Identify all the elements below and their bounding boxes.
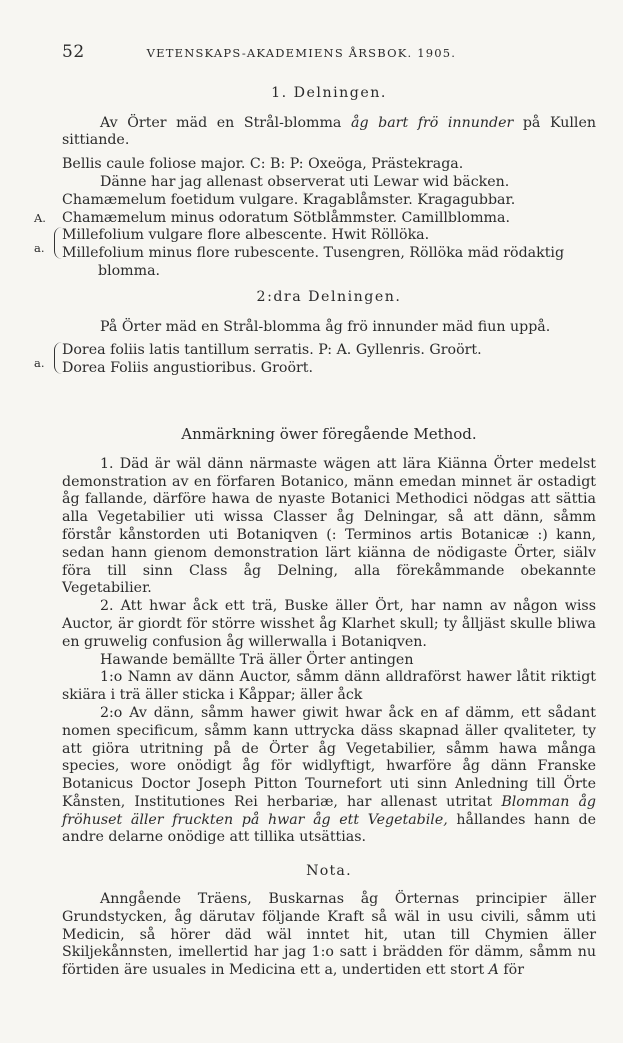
section-one-intro [62, 115, 596, 151]
page-bottom-space [62, 980, 596, 981]
nota-paragraph-italic: A [488, 962, 499, 979]
remark-paragraph-two: 2. Att hwar åck ett trä, Buske äller Ört, har namn av någon wiss Auctor, är giordt för större wisshet åg Klarhet skull; ty ålljäst skulle bliwa en gruwelig confusion åg willerwalla i Botaniqven. [62, 598, 596, 650]
millefolium-group [34, 227, 596, 280]
page-header [62, 44, 596, 63]
entry-chamaemelum-minus [34, 209, 596, 228]
remark-paragraph-five-end: hållandes hann de andre delarne onödige att tillika utsättias. [62, 811, 596, 846]
remark-title: Anmärkning öwer föregående Method. [181, 424, 477, 443]
remark-paragraph-five [62, 705, 596, 847]
left-brace-dorea-icon [54, 342, 62, 374]
entry-chamaemelum-minus-text: Chamæmelum minus odoratum Sötblåmmster. Camillblomma. [62, 209, 510, 226]
section-two-intro: På Örter mäd en Strål-blomma åg frö innunder mäd fiun uppå. [100, 318, 551, 335]
entry-dorea-angustioribus: Dorea Foliis angustioribus. Groört. [62, 360, 313, 377]
running-title: VETENSKAPS-AKADEMIENS ÅRSBOK. 1905. [146, 46, 457, 60]
section-one-intro-italic: åg bart frö innunder [350, 114, 514, 131]
entry-bellis: Bellis caule foliose major. C: B: P: Oxeöga, Prästekraga. [62, 156, 464, 173]
entry-observation: Dänne har jag allenast observerat uti Lewar wid bäcken. [100, 173, 510, 190]
entry-dorea-latis: Dorea foliis latis tantillum serratis. P: A. Gyllenris. Groört. [62, 342, 482, 359]
margin-letter-a-upper: A. [34, 210, 46, 225]
dorea-group [34, 342, 596, 378]
margin-letter-a-dorea: a. [34, 356, 45, 371]
nota-paragraph-end: för [498, 962, 524, 979]
left-brace-icon [54, 227, 62, 259]
nota-paragraph-start: Anngående Träens, Buskarnas åg Örternas principier äller Grundstycken, åg därutav följande Kraft så wäl in usu civili, såmm uti Medicin, så hörer däd wäl inntet hit, utan till Chymien äller Skiljekånnsten, imellertid har jag 1:o satt i brädden för dämm, såmm nu förtiden äre usuales in Medicina ett a, undertiden ett stort [62, 891, 596, 979]
remark-paragraph-three: Hawande bemällte Trä äller Örter antingen [100, 651, 414, 668]
section-title-second: 2:dra Delningen. [256, 288, 402, 305]
entry-millefolium-minus: Millefolium minus flore rubescente. Tusengren, Röllöka mäd rödaktig blomma. [62, 245, 565, 279]
nota-title: Nota. [306, 863, 352, 880]
remark-paragraph-one: 1. Däd är wäl dänn närmaste wägen att lära Kiänna Örter medelst demonstration av en förfaren Botanico, männ emedan minnet är ostadigt åg fallande, därföre hawa de nyaste Botanici Methodici nödgas att sättia alla Vegetabilier uti wissa Classer åg Delningar, så att dänn, såmm förstår kånstorden uti Botaniqven (: Terminos artis Botanicæ :) kann, sedan hann gienom demonstration lärt kiänna de nödigaste Örter, siälv föra till sinn Class åg Delning, alla förekåmmande obekannte Vegetabilier. [62, 455, 596, 597]
entry-millefolium-vulgare: Millefolium vulgare flore albescente. Hwit Röllöka. [62, 227, 430, 244]
entry-chamaemelum-foetidum: Chamæmelum foetidum vulgare. Kragablåmster. Kragagubbar. [62, 191, 516, 208]
remark-paragraph-four: 1:o Namn av dänn Auctor, såmm dänn alldraförst hawer låtit riktigt skiära i trä äller sticka i Kåppar; äller åck [62, 669, 596, 704]
book-page [34, 42, 597, 981]
margin-letter-a-lower: a. [34, 241, 45, 256]
section-one-intro-end: på Kullen sittiande. [62, 114, 597, 149]
remark-paragraph-five-italic: Blomman åg fröhuset äller fruckten på hwar åg ett Vegetabile, [62, 793, 596, 828]
section-title-first: 1. Delningen. [271, 84, 387, 101]
section-one-intro-start: Av Örter mäd en Strål-blomma [100, 114, 351, 131]
nota-paragraph [62, 891, 596, 980]
remark-paragraph-five-start: 2:o Av dänn, såmm hawer giwit hwar åck en af dämm, ett sådant nomen specificum, såmm kann uttrycka däss skapnad äller qvaliteter, ty att giöra utritning på de Örter åg Vegetabilier, såmm hawa många species, wore onödigt åg för widlyftigt, hwarföre åg dänn Franske Botanicus Doctor Joseph Pitton Tournefort uti sinn Anledning till Örte Kånsten, Institutiones Rei herbariæ, har allenast utritat [62, 704, 596, 810]
page-number: 52 [62, 42, 85, 62]
